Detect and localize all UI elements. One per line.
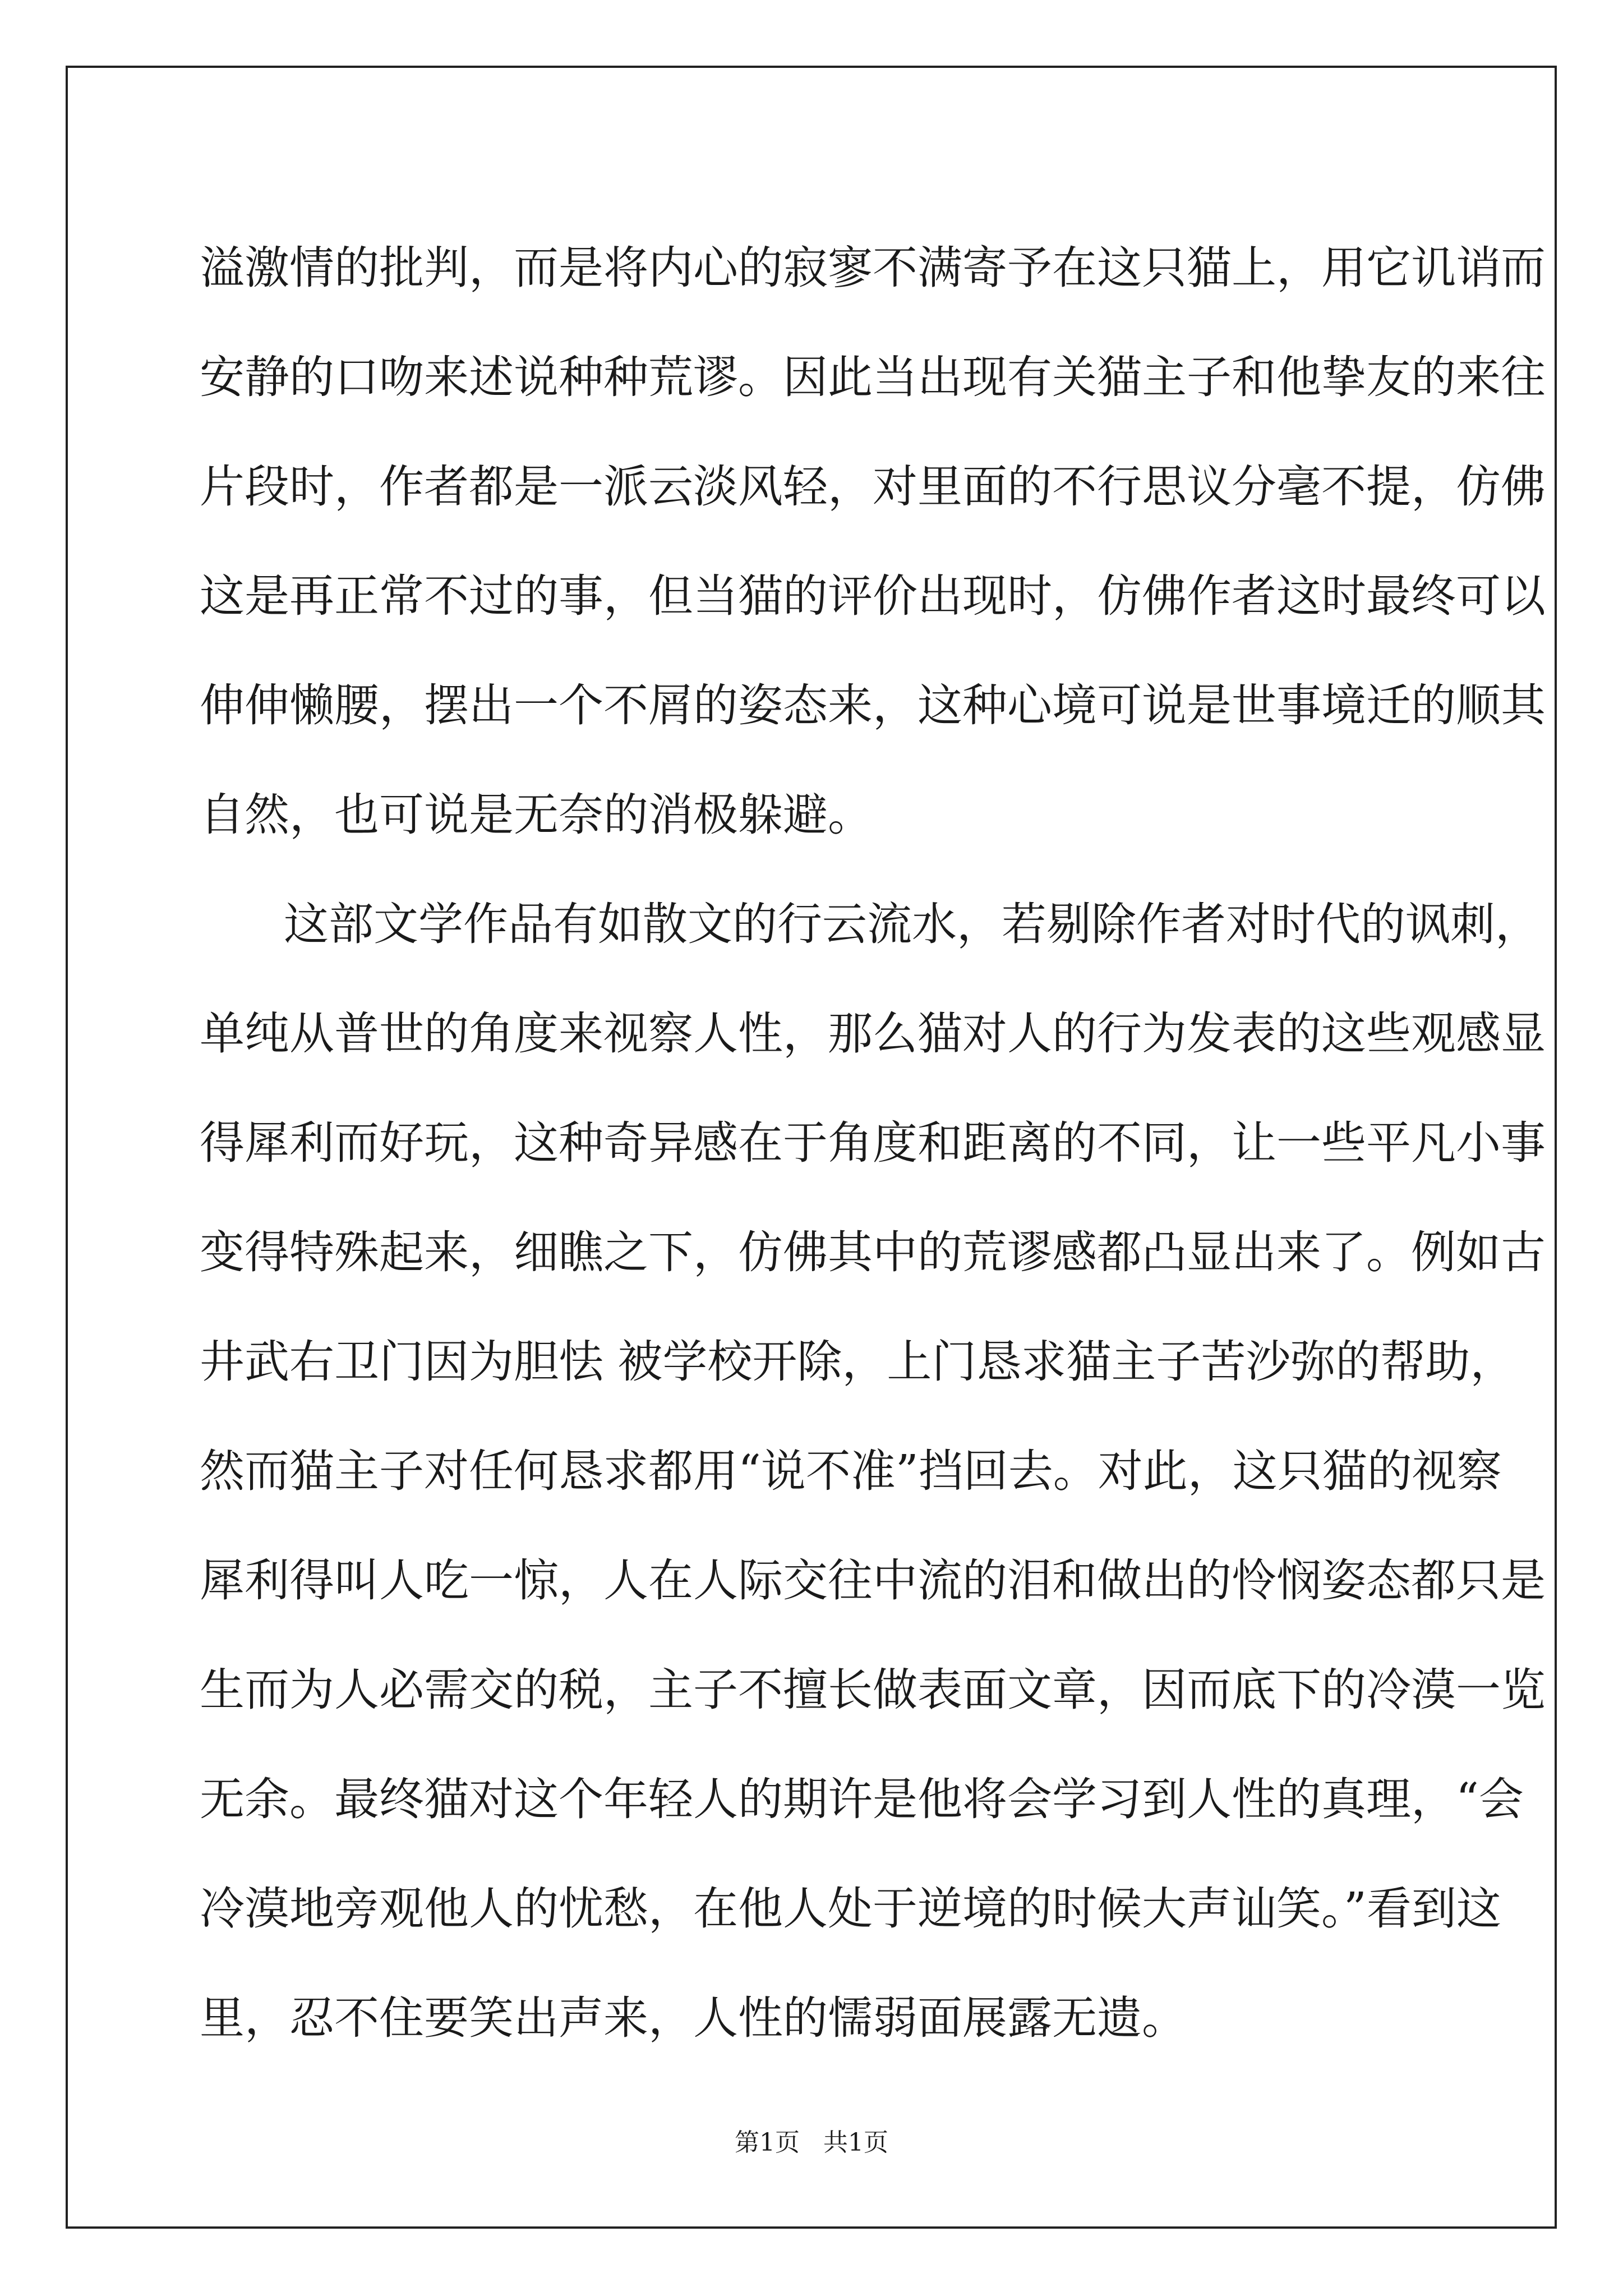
text-line: 片段时，作者都是一派云淡风轻，对里面的不行思议分毫不提，仿佛 <box>200 461 1546 513</box>
document-body <box>200 213 1546 2073</box>
text-line: 得犀利而好玩，这种奇异感在于角度和距离的不同，让一些平凡小事 <box>200 1117 1546 1169</box>
page-total: 共1页 <box>823 2128 888 2157</box>
text-line: 犀利得叫人吃一惊，人在人际交往中流的泪和做出的怜悯姿态都只是 <box>200 1554 1546 1607</box>
text-line: 冷漠地旁观他人的忧愁，在他人处于逆境的时候大声讪笑。”看到这 <box>200 1883 1501 1935</box>
text-line: 这部文学作品有如散文的行云流水，若剔除作者对时代的讽刺， <box>284 898 1540 950</box>
text-line: 自然，也可说是无奈的消极躲避。 <box>200 789 873 841</box>
text-line: 安静的口吻来述说种种荒谬。因此当出现有关猫主子和他挚友的来往 <box>200 351 1546 403</box>
text-line: 变得特殊起来，细瞧之下，仿佛其中的荒谬感都凸显出来了。例如古 <box>200 1226 1546 1278</box>
text-line: 溢激情的批判，而是将内心的寂寥不满寄予在这只猫上，用它讥诮而 <box>200 242 1546 294</box>
page-footer <box>0 2126 1623 2160</box>
text-line: 单纯从普世的角度来视察人性，那么猫对人的行为发表的这些观感显 <box>200 1007 1546 1060</box>
text-line: 然而猫主子对任何恳求都用“说不准”挡回去。对此，这只猫的视察 <box>200 1445 1502 1497</box>
text-line: 里，忍不住要笑出声来，人性的懦弱面展露无遗。 <box>200 1992 1187 2044</box>
text-line: 生而为人必需交的税，主子不擅长做表面文章，因而底下的冷漠一览 <box>200 1664 1546 1716</box>
text-line: 无余。最终猫对这个年轻人的期许是他将会学习到人性的真理，“会 <box>200 1773 1524 1825</box>
text-line: 井武右卫门因为胆怯 被学校开除，上门恳求猫主子苦沙弥的帮助， <box>200 1336 1515 1388</box>
text-line: 这是再正常不过的事，但当猫的评价出现时，仿佛作者这时最终可以 <box>200 570 1546 622</box>
page-number: 第1页 <box>735 2128 800 2157</box>
text-line: 伸伸懒腰，摆出一个不屑的姿态来，这种心境可说是世事境迁的顺其 <box>200 679 1546 731</box>
